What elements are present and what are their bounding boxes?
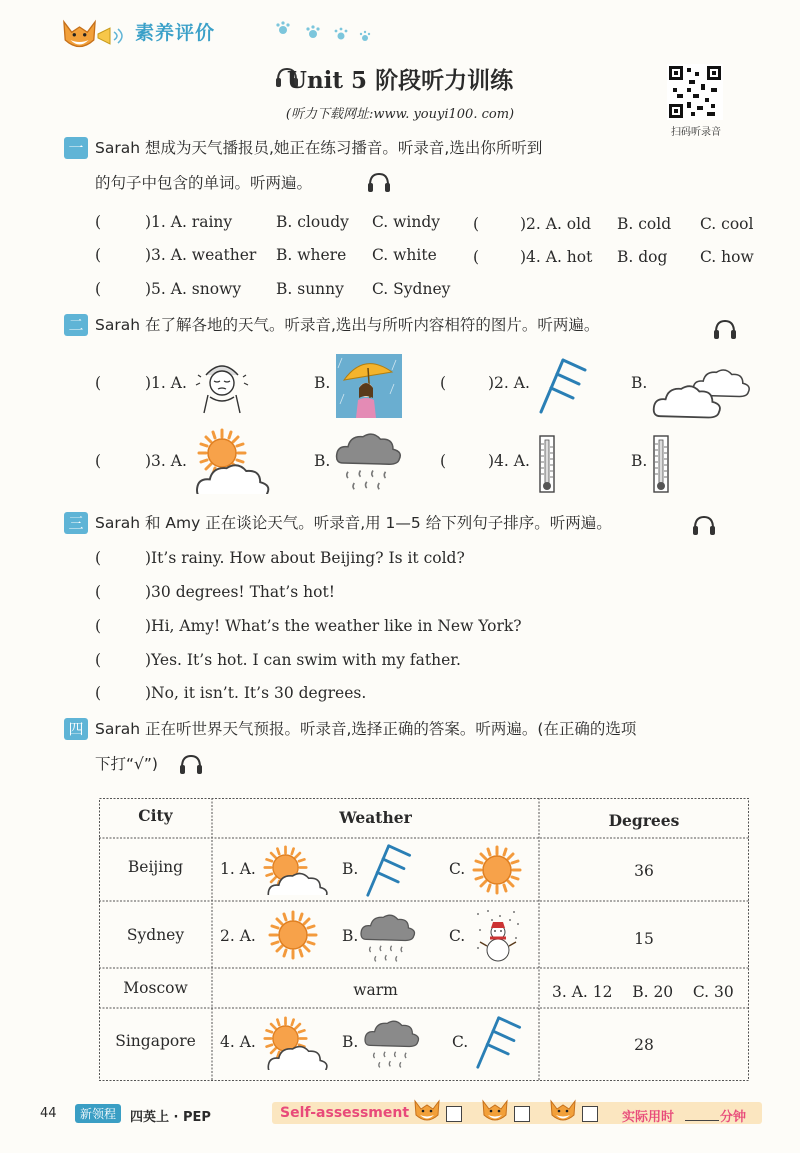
option-b: B.	[314, 374, 331, 392]
sunny-icon	[268, 910, 322, 962]
fox-face-icon	[412, 1095, 444, 1127]
sunny-cloudy-icon	[193, 428, 273, 494]
option-b: B.	[314, 452, 331, 470]
windy-icon	[474, 1014, 524, 1070]
book-label: 四英上 · PEP	[130, 1110, 211, 1125]
option-c[interactable]: C.	[449, 927, 466, 945]
option-c[interactable]: C.	[452, 1033, 469, 1051]
question-option: )4. A.	[488, 452, 530, 470]
top-banner	[0, 0, 800, 50]
section-instruction: Sarah 在了解各地的天气。听录音,选出与所听内容相符的图片。听两遍。	[95, 316, 600, 334]
degrees-cell: 15	[634, 930, 654, 948]
question-option: )1. A.	[145, 374, 187, 392]
rating-checkbox[interactable]	[514, 1106, 530, 1122]
section-number: 四	[64, 718, 88, 740]
table-header: City	[138, 806, 173, 825]
question-option: )1. A. rainy	[145, 213, 233, 231]
answer-paren[interactable]: (	[473, 248, 480, 266]
section-instruction-cont: 下打“√”)	[95, 755, 158, 773]
rainy-icon	[362, 1016, 422, 1072]
assessment-label: Self-assessment	[280, 1105, 410, 1121]
megaphone-icon	[96, 24, 128, 48]
city-cell: Moscow	[123, 979, 188, 997]
section-badge: 素养评价	[135, 22, 216, 44]
option-b[interactable]: B.	[342, 860, 359, 878]
question-option: )3. A.	[145, 452, 187, 470]
answer-paren[interactable]: (	[440, 452, 447, 470]
option-c[interactable]: C.	[449, 860, 466, 878]
section-number: 一	[64, 137, 88, 159]
sunny-cloudy-icon	[263, 1016, 329, 1070]
section-instruction: Sarah 和 Amy 正在谈论天气。听录音,用 1—5 给下列句子排序。听两遍。	[95, 514, 612, 532]
option-b[interactable]: B.	[342, 1033, 359, 1051]
weather-cell: warm	[353, 981, 398, 999]
page-number: 44	[40, 1106, 57, 1121]
rainy-icon	[358, 910, 418, 966]
option-c: C. Sydney	[372, 280, 451, 298]
umbrella-rain-icon	[336, 354, 402, 418]
fox-mascot-icon	[60, 14, 100, 52]
download-url: (听力下载网址:www. youyi100. com)	[285, 107, 515, 122]
sentence: )Yes. It’s hot. I can swim with my father.	[145, 651, 461, 669]
answer-paren[interactable]: (	[95, 549, 102, 567]
degrees-cell: 36	[634, 862, 654, 880]
table-header: Degrees	[608, 811, 680, 830]
option-a[interactable]: 4. A.	[220, 1033, 256, 1051]
table-header: Weather	[339, 808, 412, 827]
option-b: B. where	[276, 246, 347, 264]
option-b: B. cold	[617, 215, 672, 233]
option-b: B.	[631, 452, 648, 470]
question-option: )4. A. hot	[520, 248, 593, 266]
sentence: )It’s rainy. How about Beijing? Is it cold?	[145, 549, 465, 567]
option-b: B.	[631, 374, 648, 392]
answer-paren[interactable]: (	[95, 452, 102, 470]
answer-paren[interactable]: (	[440, 374, 447, 392]
time-input[interactable]	[685, 1120, 719, 1121]
headphone-icon	[179, 753, 205, 777]
answer-paren[interactable]: (	[95, 246, 102, 264]
windy-icon	[537, 356, 593, 418]
answer-paren[interactable]: (	[95, 280, 102, 298]
section-instruction-cont: 的句子中包含的单词。听两遍。	[95, 174, 313, 192]
qr-caption: 扫码听录音	[671, 127, 721, 138]
question-option: )3. A. weather	[145, 246, 257, 264]
headphone-icon	[692, 514, 718, 538]
sunny-icon	[472, 845, 526, 897]
time-label: 实际用时	[622, 1110, 675, 1125]
sentence: )30 degrees! That’s hot!	[145, 583, 335, 601]
degrees-cell: 28	[634, 1036, 654, 1054]
option-b: B. cloudy	[276, 213, 349, 231]
headphone-icon	[713, 318, 739, 342]
question-option: )2. A.	[488, 374, 530, 392]
section-number: 二	[64, 314, 88, 336]
option-c: C. windy	[372, 213, 441, 231]
cloudy-icon	[650, 358, 754, 420]
brand-logo: 新领程	[75, 1104, 121, 1123]
question-option: )2. A. old	[520, 215, 592, 233]
sunny-cloudy-icon	[263, 845, 329, 895]
rating-checkbox[interactable]	[446, 1106, 462, 1122]
qr-code[interactable]	[667, 64, 723, 120]
cold-girl-icon	[192, 355, 252, 415]
rating-checkbox[interactable]	[582, 1106, 598, 1122]
sentence: )Hi, Amy! What’s the weather like in New York?	[145, 617, 522, 635]
city-cell: Singapore	[115, 1032, 196, 1050]
city-cell: Sydney	[126, 926, 185, 944]
option-a[interactable]: 2. A.	[220, 927, 256, 945]
option-a[interactable]: 1. A.	[220, 860, 256, 878]
page-title: Unit 5 阶段听力训练	[286, 67, 514, 94]
thermometer-icon	[650, 434, 674, 496]
snowman-icon	[474, 908, 522, 966]
windy-icon	[364, 842, 414, 898]
paw-prints-icon	[275, 20, 375, 44]
section-instruction: Sarah 正在听世界天气预报。听录音,选择正确的答案。听两遍。(在正确的选项	[95, 720, 637, 738]
answer-paren[interactable]: (	[95, 651, 102, 669]
sentence: )No, it isn’t. It’s 30 degrees.	[145, 684, 367, 702]
option-c: C. cool	[700, 215, 754, 233]
answer-paren[interactable]: (	[95, 684, 102, 702]
answer-paren[interactable]: (	[95, 213, 102, 231]
answer-paren[interactable]: (	[95, 583, 102, 601]
question-option: )5. A. snowy	[145, 280, 242, 298]
option-c: C. how	[700, 248, 754, 266]
answer-paren[interactable]: (	[95, 374, 102, 392]
option-c: C. white	[372, 246, 437, 264]
answer-paren[interactable]: (	[473, 215, 480, 233]
option-b: B. sunny	[276, 280, 344, 298]
city-cell: Beijing	[127, 858, 184, 876]
degrees-options[interactable]: 3. A. 12 B. 20 C. 30	[552, 983, 734, 1001]
answer-paren[interactable]: (	[95, 617, 102, 635]
option-b: B. dog	[617, 248, 668, 266]
time-unit: 分钟	[720, 1110, 747, 1125]
thermometer-icon	[536, 434, 560, 496]
fox-face-icon	[548, 1095, 580, 1127]
headphone-icon	[367, 171, 393, 195]
section-number: 三	[64, 512, 88, 534]
rainy-icon	[333, 428, 405, 494]
option-b[interactable]: B.	[342, 927, 359, 945]
fox-face-icon	[480, 1095, 512, 1127]
section-instruction: Sarah 想成为天气播报员,她正在练习播音。听录音,选出你所听到	[95, 139, 543, 157]
